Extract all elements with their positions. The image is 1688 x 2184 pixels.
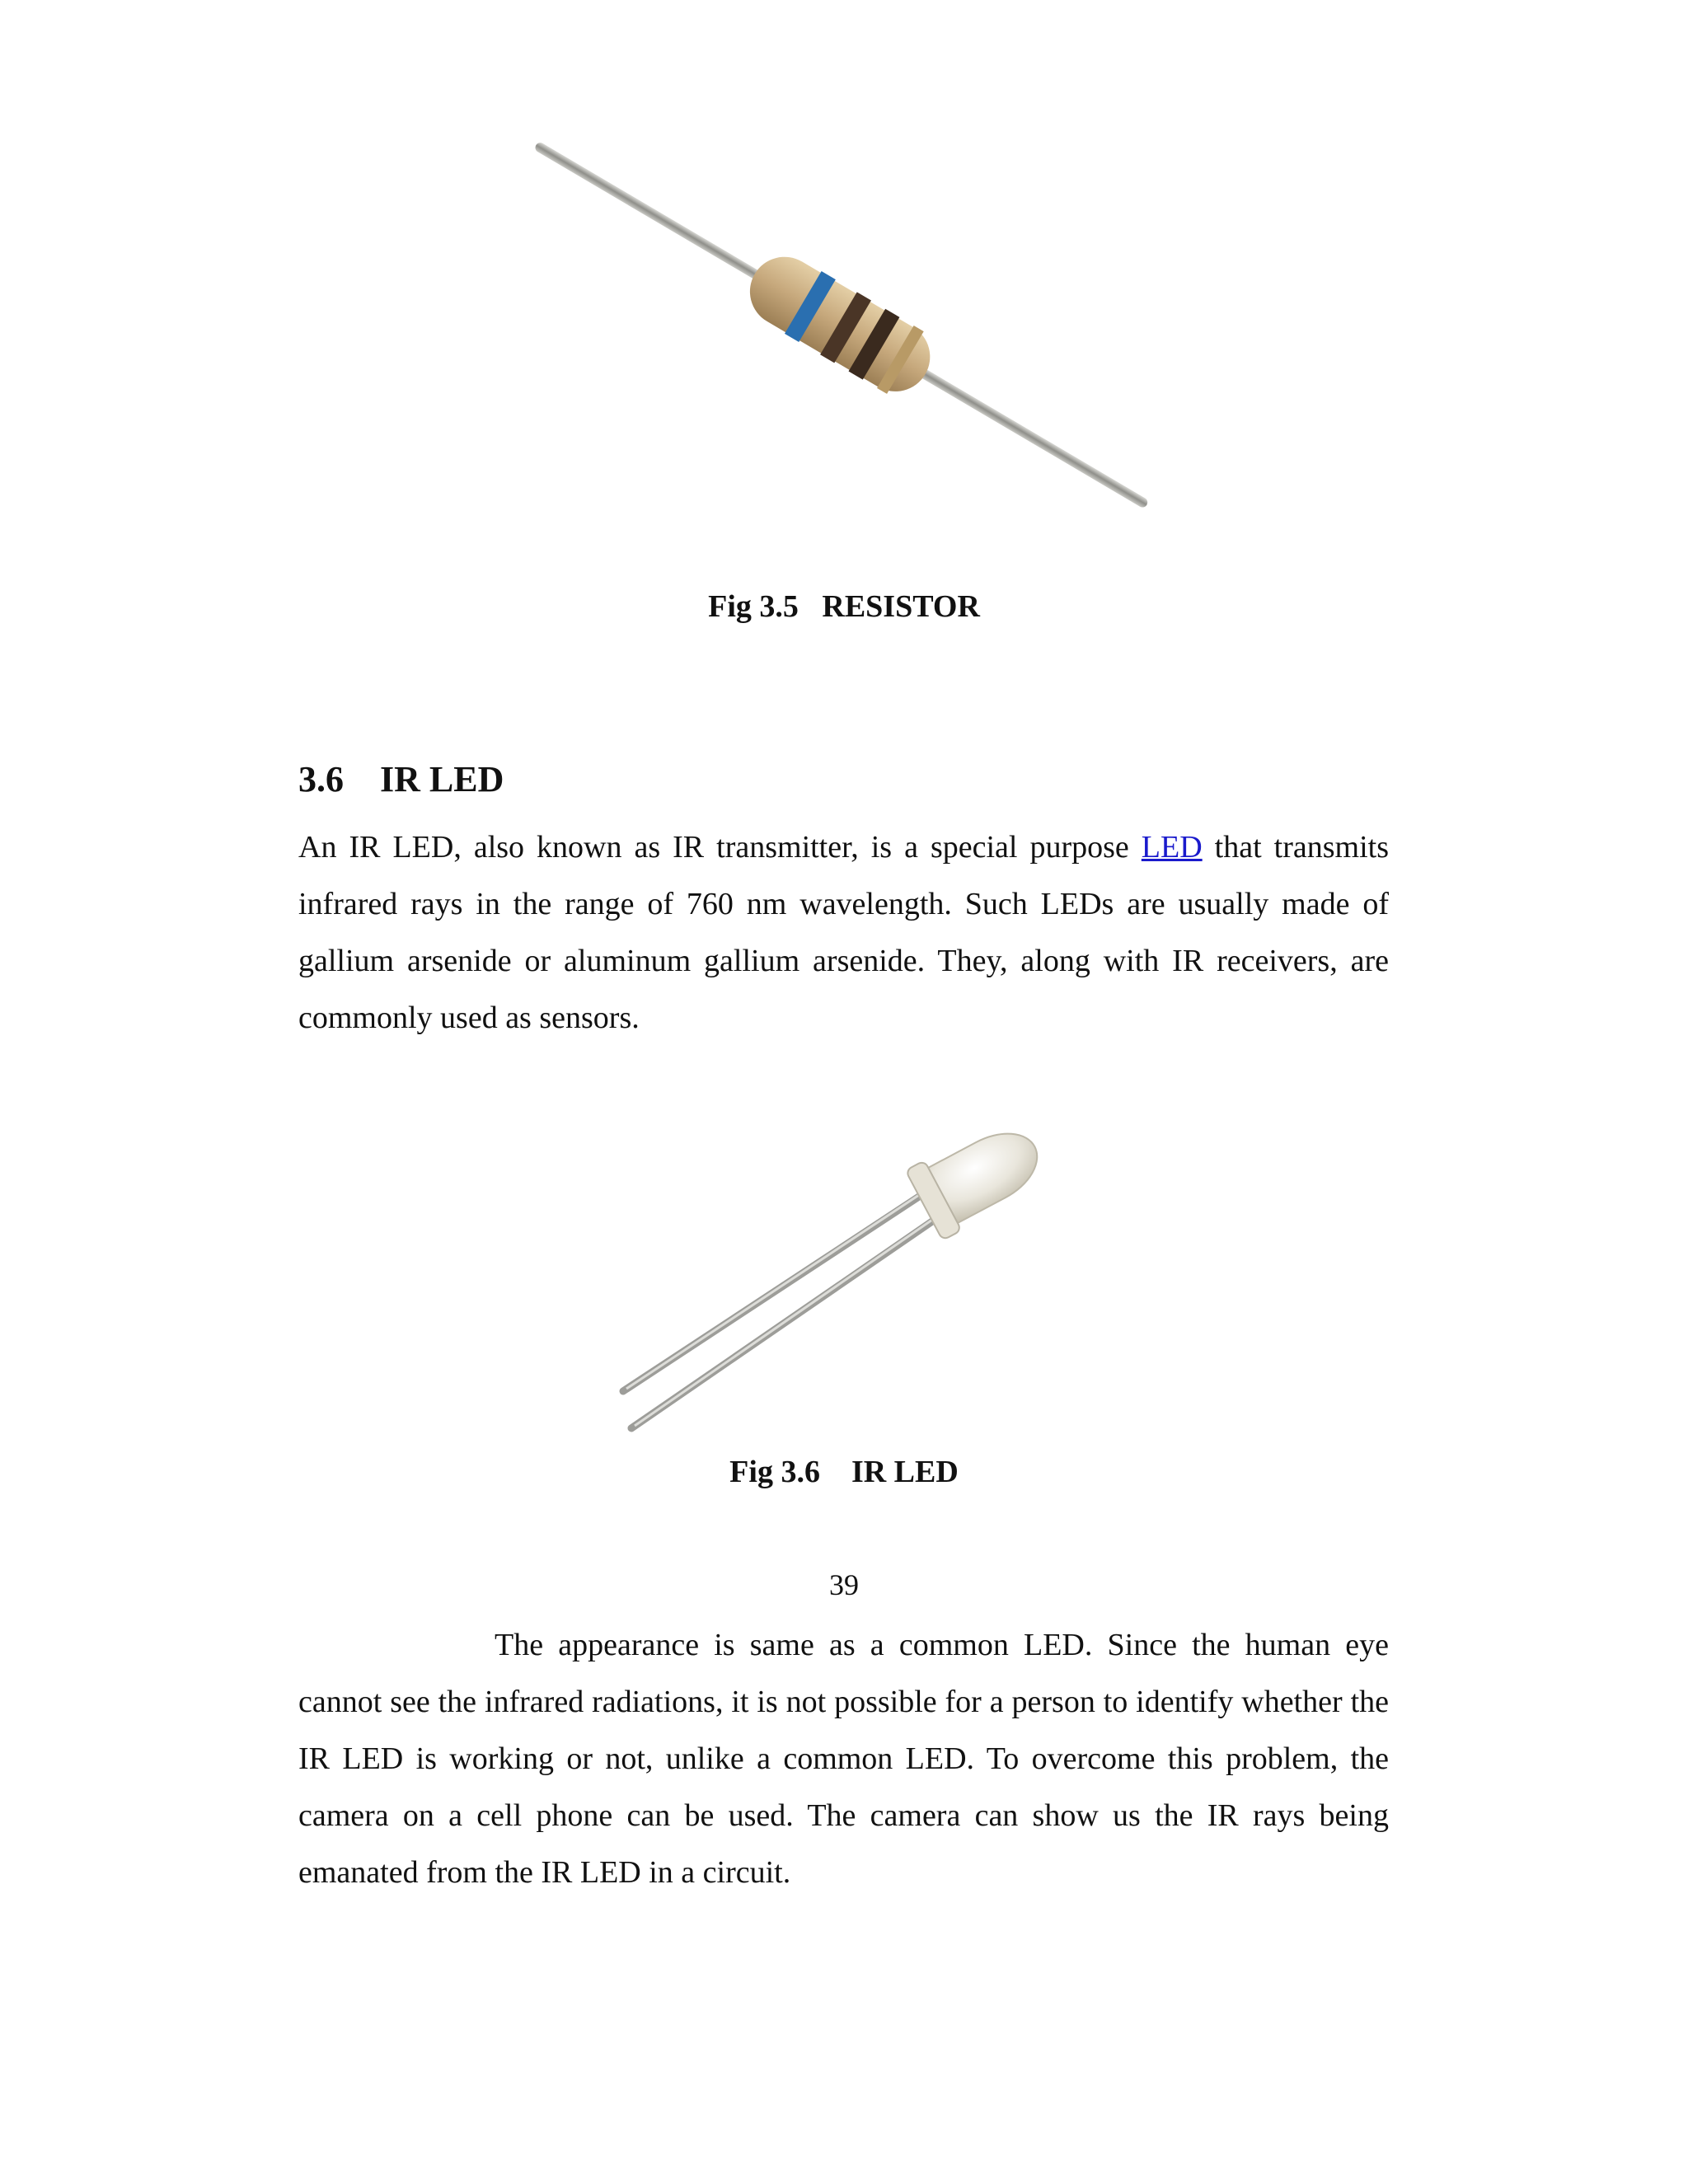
paragraph-text: The appearance is same as a common LED. Since the human eye cannot see the infrared radiations, it is not possible for a person to identify whether the IR LED is working or not, unlike a common LED. To overcome this problem, the camera on a cell phone can be used. The camera can show us the IR rays being emanated from the IR LED in a circuit. bbox=[298, 1628, 1389, 1890]
led-link[interactable]: LED bbox=[1141, 830, 1203, 865]
page-number: 39 bbox=[829, 1568, 859, 1601]
resistor-image bbox=[528, 140, 1170, 519]
ir-led-image bbox=[593, 1096, 1104, 1442]
appearance-paragraph bbox=[298, 1617, 1389, 1901]
paragraph-text: An IR LED, also known as IR transmitter, is a special purpose bbox=[298, 830, 1142, 865]
ir-led-paragraph bbox=[298, 819, 1389, 1047]
section-heading: 3.6 IR LED bbox=[298, 759, 504, 799]
paragraph-text: that transmits infrared rays in the range of 760 nm wavelength. Such LEDs are usually made of gallium arsenide or aluminum gallium arsenide. They, along with IR receivers, are commonly used as sensors. bbox=[298, 830, 1389, 1035]
figure-caption-resistor: Fig 3.5 RESISTOR bbox=[708, 589, 980, 624]
figure-caption-ir-led: Fig 3.6 IR LED bbox=[729, 1455, 959, 1489]
